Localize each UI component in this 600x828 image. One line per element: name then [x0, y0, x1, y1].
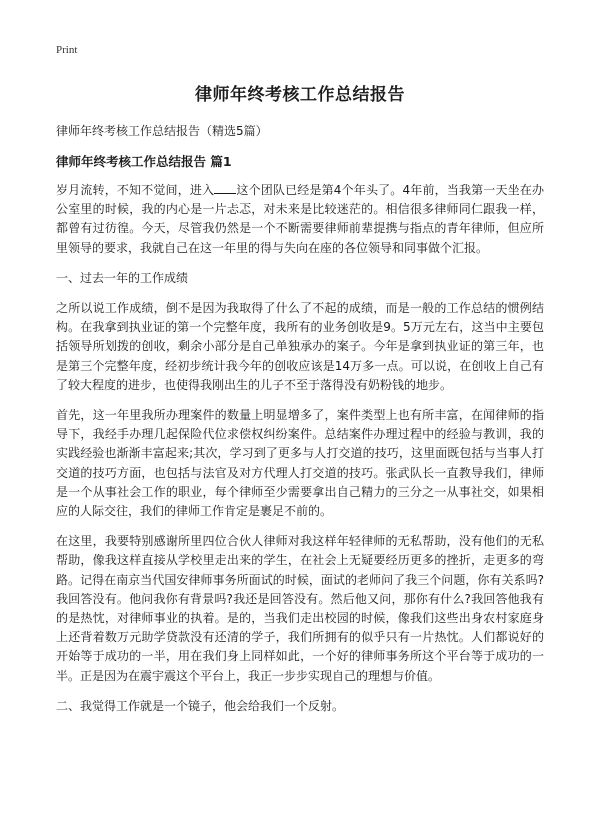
print-label[interactable]: Print	[56, 44, 78, 56]
document-subtitle: 律师年终考核工作总结报告（精选5篇）	[56, 124, 268, 138]
heading-work-results: 一、过去一年的工作成绩	[56, 270, 189, 285]
paragraph-intro-rest: 这个团队已经是第4个年头了。4年前，当我第一天坐在办公室里的时候，我的内心是一片忐忑，对未来是比较迷茫的。相信很多律师同仁跟我一样，都曾有过彷徨。今天，尽管我仍然是一个不断需要律师前辈提携与指点的青年律师，但应所里领导的要求，我就自己在这一年里的得与失向在座的各位领导和同事做个汇报。	[56, 183, 544, 255]
fill-in-blank	[214, 181, 236, 194]
paragraph-thanks: 在这里，我要特别感谢所里四位合伙人律师对我这样年轻律师的无私帮助，没有他们的无私帮助，像我这样直接从学校里走出来的学生，在社会上无疑要经历更多的挫折，走更多的弯路。记得在南京当代国安律师事务所面试的时候，面试的老师问了我三个问题，你有关系吗?我回答没有。他问我你有背景吗?我还是回答没有。然后他又问，那你有什么?我回答他我有的是热忱，对律师事业的执着。是的，当我们走出校园的时候，像我们这些出身农村家庭身上还背着数万元助学贷款没有还清的学子，我们所拥有的似乎只有一片热忱。人们都说好的开始等于成功的一半，用在我们身上同样如此，一个好的律师事务所这个平台等于成功的一半。正是因为在震宇震这个平台上，我正一步步实现自己的理想与价值。	[56, 534, 544, 683]
paragraph-intro-start: 岁月流转，不知不觉间，进入	[56, 183, 215, 197]
document-title: 律师年终考核工作总结报告	[195, 85, 405, 105]
paragraph-cases: 首先，这一年里我所办理案件的数量上明显增多了，案件类型上也有所丰富，在闻律师的指导下，我经手办理几起保险代位求偿权纠纷案件。总结案件办理过程中的经验与教训，我的实践经验也渐渐丰富起来;其次，学习到了更多与人打交道的技巧，这里面既包括与当事人打交道的技巧方面，也包括与法官及对方代理人打交道的技巧。张武队长一直教导我们，律师是一个从事社会工作的职业，每个律师至少需要拿出自己精力的三分之一从事社交，如果相应的人际交往，我们的律师工作肯定是裹足不前的。	[56, 408, 544, 519]
document-body	[56, 181, 544, 727]
heading-work-mirror: 二、我觉得工作就是一个镜子，他会给我们一个反射。	[56, 698, 345, 713]
paragraph-results: 之所以说工作成绩，倒不是因为我取得了什么了不起的成绩，而是一般的工作总结的惯例结构。在我拿到执业证的第一个完整年度，我所有的业务创收是9。5万元左右，这当中主要包括领导所划拨的创收，剩余小部分是自己单独承办的案子。今年是拿到执业证的第三年，也是第三个完整年度，经初步统计我今年的创收应该是14万多一点。可以说，在创收上自己有了较大程度的进步，也使得我刚出生的儿子不至于落得没有奶粉钱的地步。	[56, 301, 544, 392]
paragraph-intro	[56, 181, 544, 258]
section-title: 律师年终考核工作总结报告 篇1	[56, 154, 232, 169]
